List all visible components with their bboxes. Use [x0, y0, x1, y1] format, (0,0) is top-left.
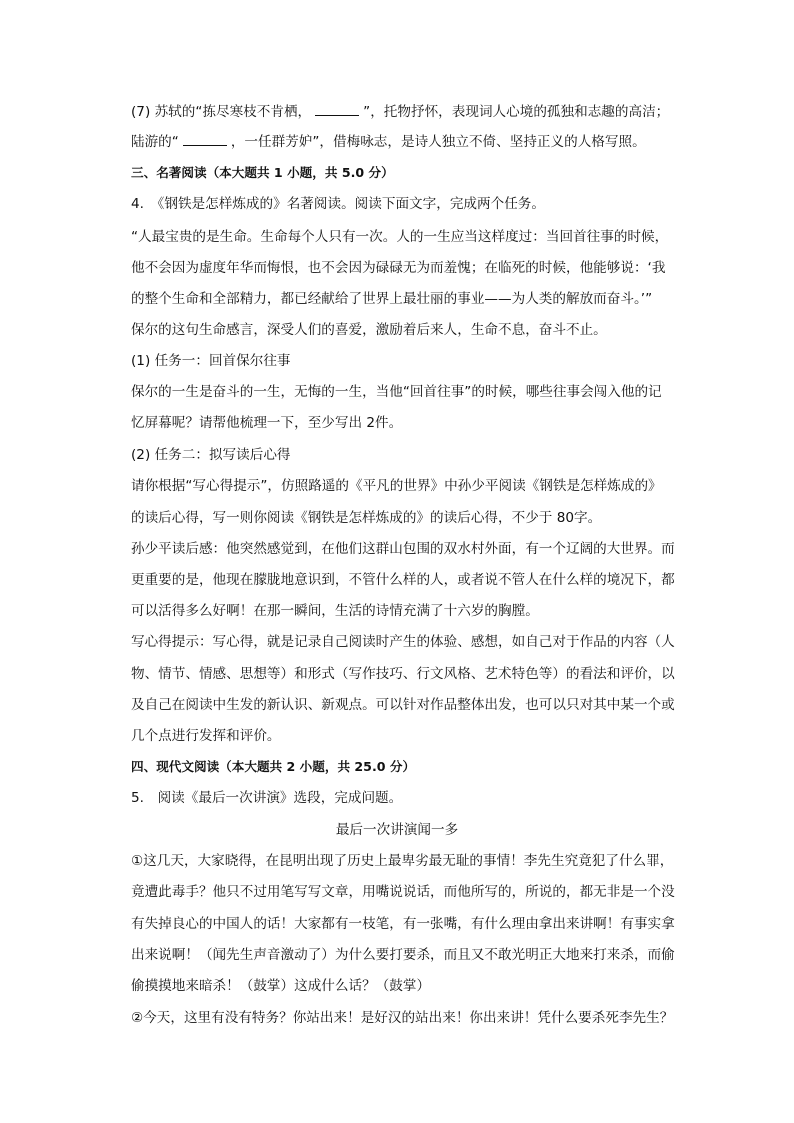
- article-paragraph-1-line: 偷摸摸地来暗杀！（鼓掌）这成什么话？（鼓掌）: [131, 978, 431, 994]
- question-5-intro: 5. 阅读《最后一次讲演》选段，完成问题。: [131, 790, 403, 806]
- article-paragraph-1-line: 竟遭此毒手？他只不过用笔写写文章，用嘴说说话，而他所写的，所说的，都无非是一个没: [131, 884, 675, 900]
- task-2-body-line: 的读后心得，写一则你阅读《钢铁是怎样炼成的》的读后心得，不少于 80字。: [131, 510, 602, 526]
- question-4-intro: 4. 《钢铁是怎样炼成的》名著阅读。阅读下面文字，完成两个任务。: [131, 196, 545, 212]
- task-2-body-line: 请你根据“写心得提示”，仿照路遥的《平凡的世界》中孙少平阅读《钢铁是怎样炼成的》: [131, 478, 662, 494]
- article-paragraph-2-line: ②今天，这里有没有特务？你站出来！是好汉的站出来！你出来讲！凭什么要杀死李先生？: [131, 1010, 674, 1026]
- writing-tips-line: 几个点进行发挥和评价。: [131, 728, 281, 744]
- answer-blank-2[interactable]: [183, 132, 227, 146]
- quote-line: 他不会因为虚度年华而悔恨，也不会因为碌碌无为而羞愧；在临死的时候，他能够说：‘我: [131, 260, 666, 276]
- section-3-heading: 三、名著阅读（本大题共 1 小题，共 5.0 分）: [131, 165, 394, 180]
- article-paragraph-1-line: 有失掉良心的中国人的话！大家都有一枝笔，有一张嘴，有什么理由拿出来讲啊！有事实拿: [131, 916, 675, 932]
- task-1-body-line: 忆屏幕呢？请帮他梳理一下，至少写出 2件。: [131, 415, 403, 431]
- quote-line: 保尔的这句生命感言，深受人们的喜爱，激励着后来人，生命不息，奋斗不止。: [131, 322, 607, 338]
- article-paragraph-1-line: 出来说啊！（闻先生声音激动了）为什么要打要杀，而且又不敢光明正大地来打来杀，而偷: [131, 947, 675, 963]
- section-4-heading: 四、现代文阅读（本大题共 2 小题，共 25.0 分）: [131, 759, 416, 774]
- sun-feeling-line: 孙少平读后感：他突然感觉到，在他们这群山包围的双水村外面，有一个辽阔的大世界。而: [131, 541, 675, 557]
- task-1-body-line: 保尔的一生是奋斗的一生，无悔的一生，当他“回首往事”的时候，哪些往事会闯入他的记: [131, 384, 662, 400]
- task-2-title: (2) 任务二：拟写读后心得: [131, 447, 291, 463]
- sun-feeling-line: 可以活得多么好啊！在那一瞬间，生活的诗情充满了十六岁的胸膛。: [131, 603, 539, 619]
- question-7-line-1: [131, 102, 691, 122]
- writing-tips-line: 及自己在阅读中生发的新认识、新观点。可以针对作品整体出发，也可以只对其中某一个或: [131, 697, 675, 713]
- task-1-title: (1) 任务一：回首保尔往事: [131, 353, 291, 369]
- question-7-text-b: ”，托物抒怀，表现词人心境的孤独和志趣的高洁；: [363, 104, 670, 120]
- question-7-line-2: [131, 132, 691, 152]
- question-7-text-c: 陆游的“: [131, 134, 179, 150]
- writing-tips-line: 物、情节、情感、思想等）和形式（写作技巧、行文风格、艺术特色等）的看法和评价，以: [131, 666, 675, 682]
- question-7-text-a: (7) 苏轼的“拣尽寒枝不肯栖，: [131, 104, 312, 120]
- article-paragraph-1-line: ①这几天，大家晓得，在昆明出现了历史上最卑劣最无耻的事情！李先生究竟犯了什么罪，: [131, 853, 674, 869]
- answer-blank-1[interactable]: [315, 102, 359, 116]
- sun-feeling-line: 更重要的是，他现在朦胧地意识到，不管什么样的人，或者说不管人在什么样的境况下，都: [131, 572, 675, 588]
- question-7-text-d: ，一任群芳妒”，借梅咏志，是诗人独立不倚、坚持正义的人格写照。: [230, 134, 646, 150]
- writing-tips-line: 写心得提示：写心得，就是记录自己阅读时产生的体验、感想，如自己对于作品的内容（人: [131, 634, 675, 650]
- quote-line: “人最宝贵的是生命。生命每个人只有一次。人的一生应当这样度过：当回首往事的时候，: [131, 229, 669, 245]
- quote-line: 的整个生命和全部精力，都已经献给了世界上最壮丽的事业——为人类的解放而奋斗。’”: [131, 291, 653, 307]
- article-title: 最后一次讲演闻一多: [335, 822, 459, 838]
